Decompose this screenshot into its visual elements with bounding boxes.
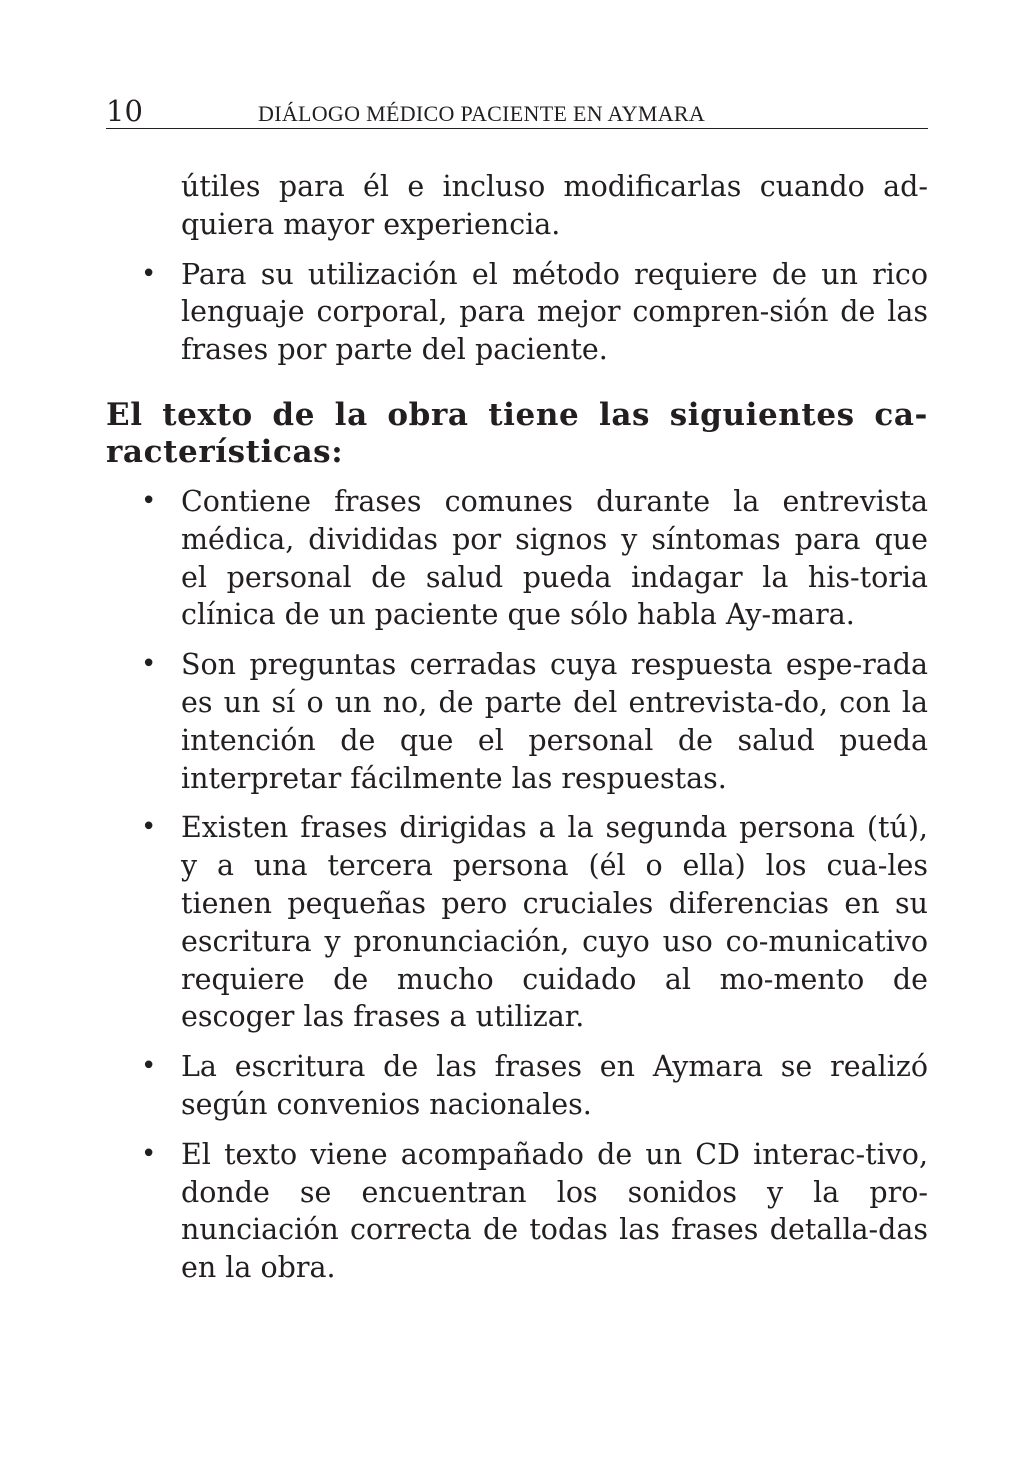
bullet-text: Existen frases dirigidas a la segunda persona (tú), y a una tercera persona (él o ella) los cua-les tienen pequeñas pero cruciales diferencias en su escritura y pronunciación, cuyo uso co-municativo requiere de mucho cuidado al mo-mento de escoger las frases a utilizar.	[181, 811, 928, 1034]
body-text	[106, 168, 928, 1299]
bullet-icon: •	[141, 812, 157, 843]
bullet-item	[141, 809, 928, 1036]
bullet-item	[141, 256, 928, 369]
bullet-icon: •	[141, 1051, 157, 1082]
running-title: DIÁLOGO MÉDICO PACIENTE EN AYMARA	[258, 101, 706, 126]
bullet-text: La escritura de las frases en Aymara se realizó según convenios nacionales.	[181, 1050, 928, 1121]
bullet-text: Contiene frases comunes durante la entrevista médica, divididas por signos y síntomas para que el personal de salud pueda indagar la his-toria clínica de un paciente que sólo habla Ay-mara.	[181, 484, 928, 632]
bullet-icon: •	[141, 485, 157, 516]
bullet-item	[141, 1048, 928, 1124]
page-number: 10	[106, 94, 143, 128]
bullet-text: Para su utilización el método requiere de un rico lenguaje corporal, para mejor compren-sión de las frases por parte del paciente.	[181, 257, 928, 367]
bullet-icon: •	[141, 258, 157, 289]
bullet-icon: •	[141, 649, 157, 680]
bullet-icon: •	[141, 1138, 157, 1169]
running-header	[106, 94, 928, 129]
continued-paragraph: útiles para él e incluso modificarlas cuando ad-quiera mayor experiencia.	[181, 170, 928, 241]
bullet-item	[141, 483, 928, 634]
bullet-item	[141, 646, 928, 797]
section-heading: El texto de la obra tiene las siguientes ca-racterísticas:	[106, 396, 928, 470]
bullet-text: El texto viene acompañado de un CD interac-tivo, donde se encuentran los sonidos y la pro-nunciación correcta de todas las frases detalla-das en la obra.	[181, 1137, 928, 1285]
bullet-text: Son preguntas cerradas cuya respuesta espe-rada es un sí o un no, de parte del entrevista-do, con la intención de que el personal de salud pueda interpretar fácilmente las respuestas.	[181, 648, 928, 795]
bullet-item	[141, 1136, 928, 1287]
